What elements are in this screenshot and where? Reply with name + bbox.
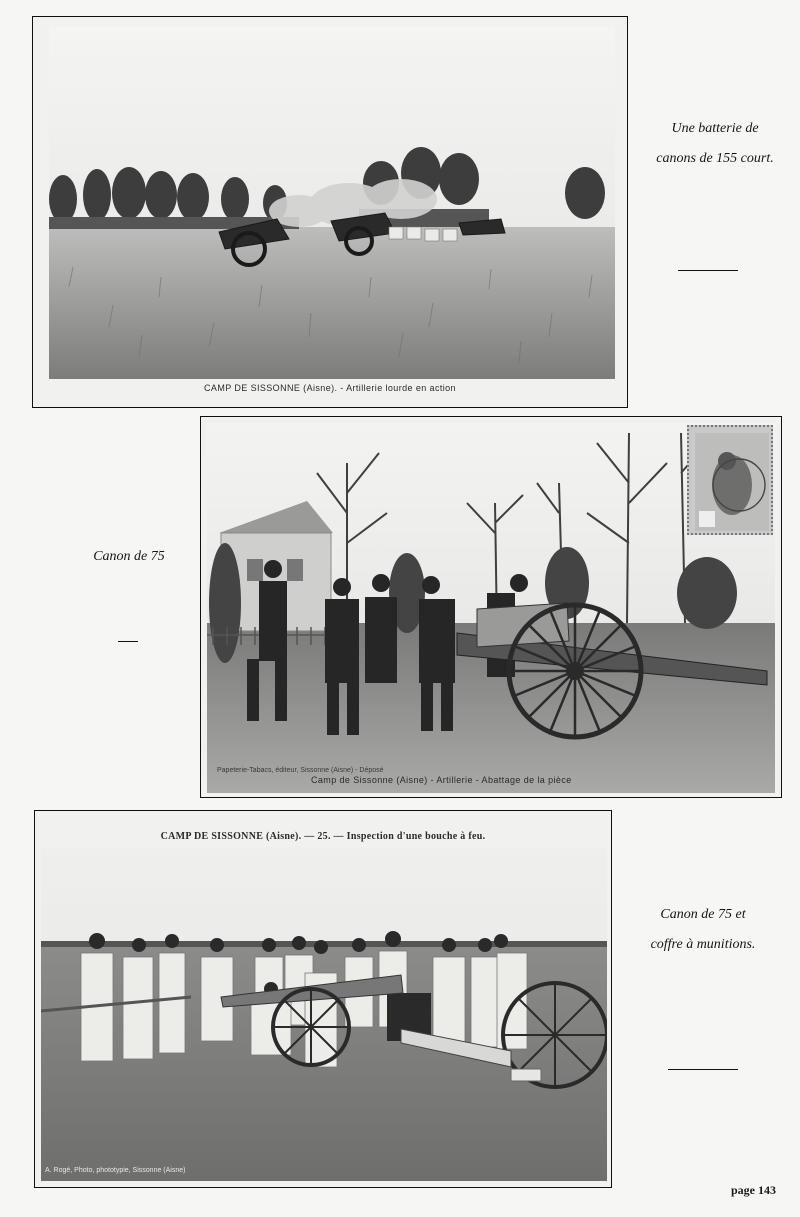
postcard-caption: CAMP DE SISSONNE (Aisne). - Artillerie lourde en action	[204, 383, 456, 393]
divider-rule	[118, 641, 138, 642]
note-line: coffre à munitions.	[650, 937, 756, 952]
postcard-caption: CAMP DE SISSONNE (Aisne). — 25. — Inspection d'une bouche à feu.	[160, 831, 486, 842]
page-number: page 143	[731, 1183, 776, 1197]
photo-heavy-artillery-in-action	[49, 27, 615, 379]
publisher-credit: A. Rogé, Photo, phototypie, Sissonne (Aisne)	[45, 1167, 186, 1174]
divider-rule	[668, 1069, 738, 1070]
publisher-credit: Papeterie-Tabacs, éditeur, Sissonne (Aisne) - Déposé	[217, 767, 384, 774]
postcard-caption: Camp de Sissonne (Aisne) - Artillerie - Abattage de la pièce	[311, 775, 572, 785]
postcard-heavy-artillery	[32, 16, 628, 408]
note-line: Une batterie de	[671, 121, 759, 136]
divider-rule	[678, 270, 738, 271]
postage-stamp	[687, 425, 773, 535]
photo-gun-inspection	[41, 847, 607, 1181]
note-canon-75	[64, 542, 194, 572]
note-battery-155	[640, 114, 790, 174]
note-line: canons de 155 court.	[656, 151, 774, 166]
postcard-inspection	[34, 810, 612, 1188]
note-line: Canon de 75 et	[660, 907, 746, 922]
note-line: Canon de 75	[93, 549, 165, 564]
postcard-gun-lowering	[200, 416, 782, 798]
note-canon-75-munitions	[628, 900, 778, 960]
